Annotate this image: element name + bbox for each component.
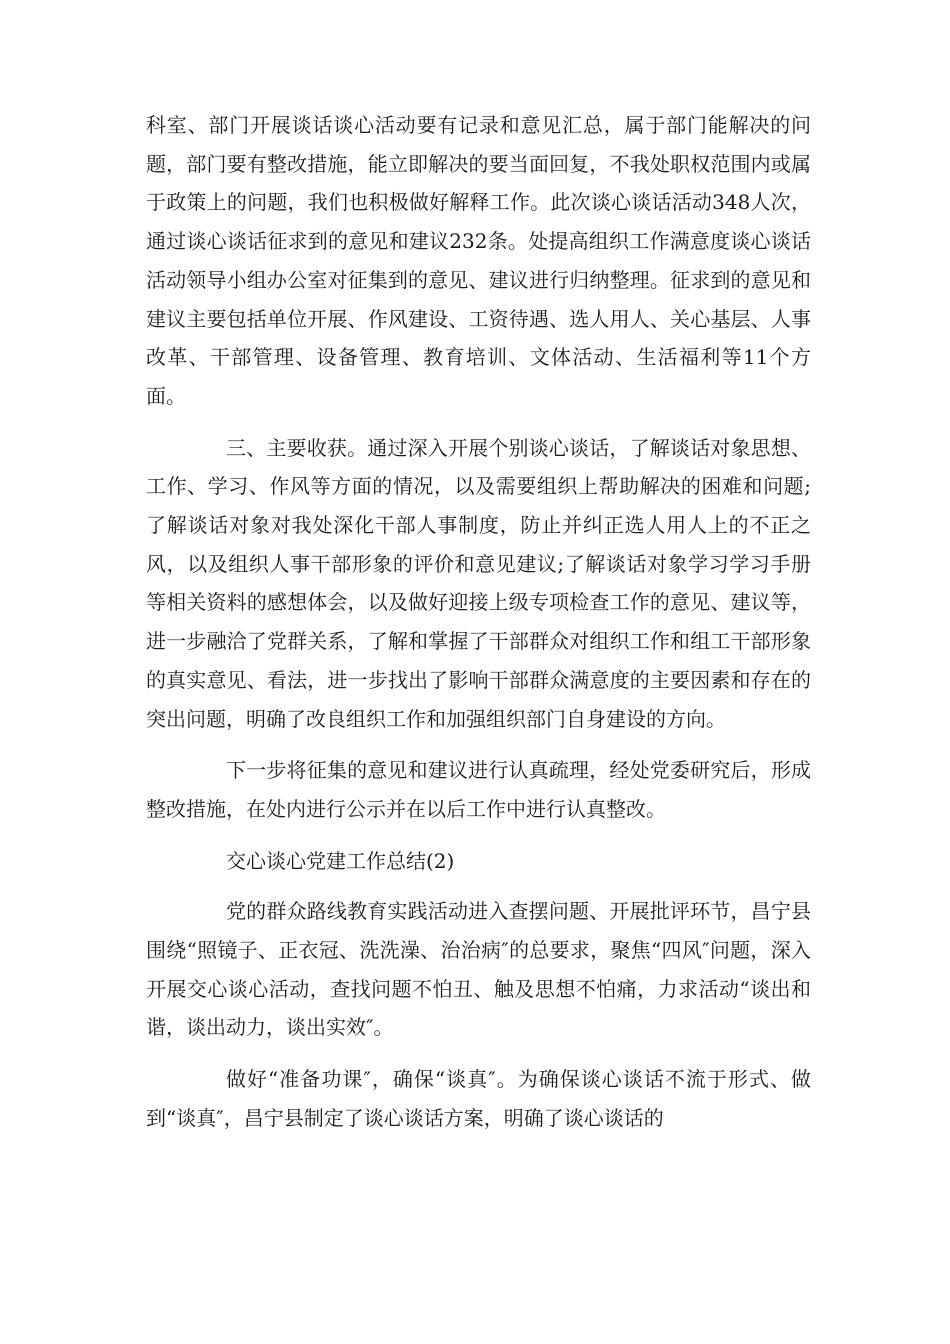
- paragraph-intro: 党的群众路线教育实践活动进入查摆问题、开展批评环节，昌宁县围绕“照镜子、正衣冠、洗洗澡、治治病″的总要求，聚焦“四风″问题，深入开展交心谈心活动，查找问题不怕丑、触及思想不怕痛，力求活动“谈出和谐，谈出动力，谈出实效″。: [146, 899, 811, 1040]
- paragraph-preparation: 做好“准备功课″，确保“谈真″。为确保谈心谈话不流于形式、做到“谈真″，昌宁县制定了谈心谈话方案，明确了谈心谈话的: [146, 1067, 811, 1130]
- paragraph-main-gains: 三、主要收获。通过深入开展个别谈心谈话，了解谈话对象思想、工作、学习、作风等方面的情况，以及需要组织上帮助解决的困难和问题;了解谈话对象对我处深化干部人事制度，防止并纠正选人用人上的不正之风，以及组织人事干部形象的评价和意见建议;了解谈话对象学习学习手册等相关资料的感想体会，以及做好迎接上级专项检查工作的意见、建议等，进一步融洽了党群关系，了解和掌握了干部群众对组织工作和组工干部形象的真实意见、看法，进一步找出了影响干部群众满意度的主要因素和存在的突出问题，明确了改良组织工作和加强组织部门自身建设的方向。: [146, 435, 811, 731]
- paragraph-next-steps: 下一步将征集的意见和建议进行认真疏理，经处党委研究后，形成整改措施，在处内进行公示并在以后工作中进行认真整改。: [146, 758, 811, 821]
- section-heading: 交心谈心党建工作总结(2): [226, 848, 455, 873]
- document-body: [146, 106, 811, 1138]
- paragraph-feedback-summary: 科室、部门开展谈话谈心活动要有记录和意见汇总，属于部门能解决的问题，部门要有整改措施，能立即解决的要当面回复，不我处职权范围内或属于政策上的问题，我们也积极做好解释工作。此次谈心谈话活动348人次，通过谈心谈话征求到的意见和建议232条。处提高组织工作满意度谈心谈话活动领导小组办公室对征集到的意见、建议进行归纳整理。征求到的意见和建议主要包括单位开展、作风建设、工资待遇、选人用人、关心基层、人事改革、干部管理、设备管理、教育培训、文体活动、生活福利等11个方面。: [146, 113, 811, 408]
